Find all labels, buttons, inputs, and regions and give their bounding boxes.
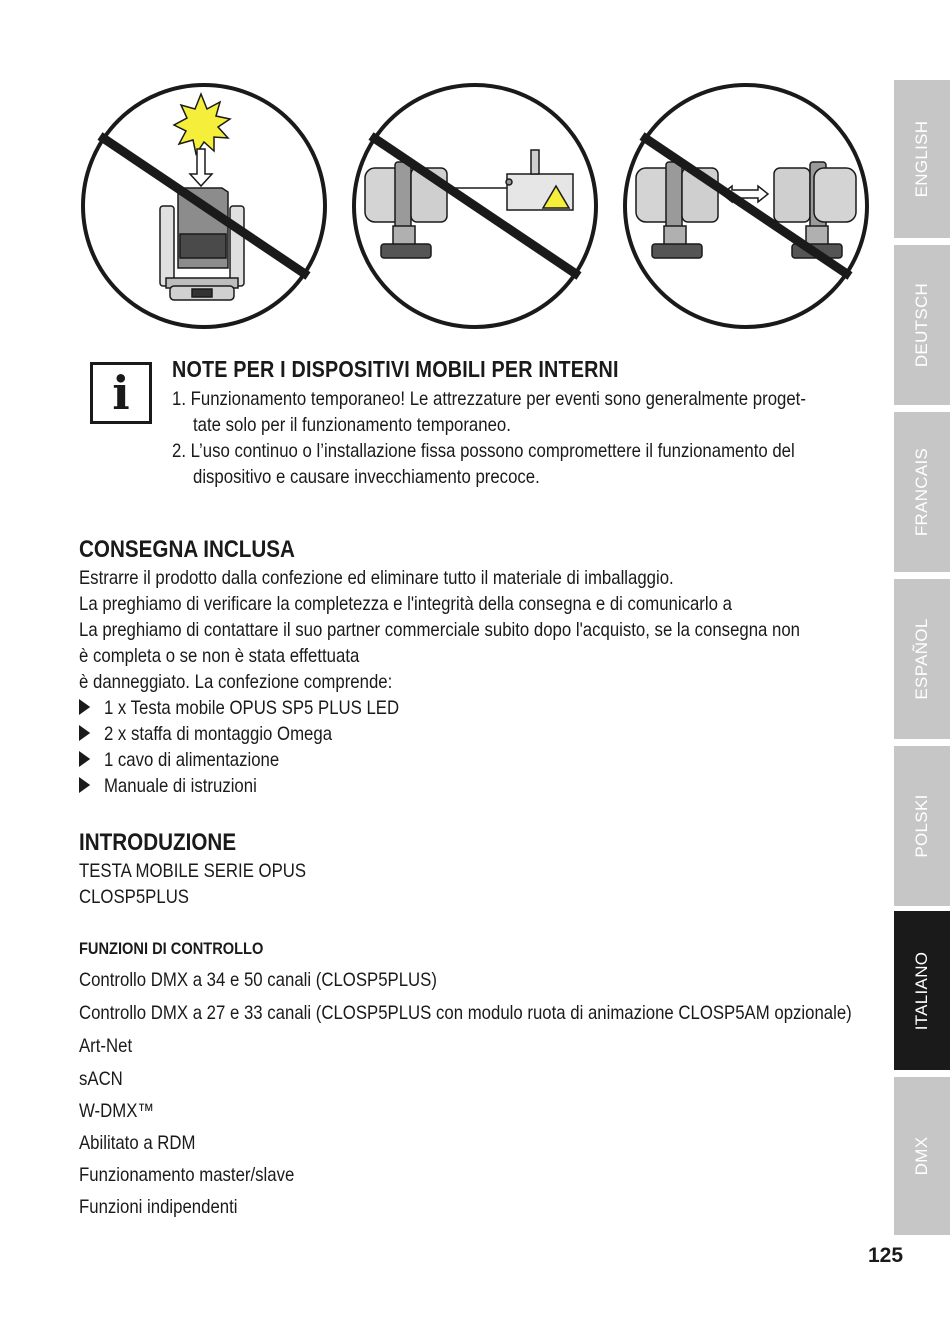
consegna-line: La preghiamo di contattare il suo partner commerciale subito dopo l'acquisto, se la consegna non (79, 619, 801, 641)
tab-label: ENGLISH (912, 120, 931, 198)
bullet-triangle-icon (79, 699, 90, 715)
introduzione-title: INTRODUZIONE (79, 829, 237, 856)
page-number: 125 (868, 1244, 904, 1267)
bullet-triangle-icon (79, 725, 90, 741)
tab-label: ITALIANO (912, 951, 931, 1030)
feature-item: Controllo DMX a 34 e 50 canali (CLOSP5PLUS) (79, 969, 437, 991)
note-item-2: 2. L’uso continuo o l’installazione fissa possono compromettere il funzionamento del (172, 440, 795, 462)
no-laser-illustration (351, 82, 599, 330)
no-close-spacing-illustration (622, 82, 870, 330)
consegna-line: Estrarre il prodotto dalla confezione ed eliminare tutto il materiale di imballaggio. (79, 567, 674, 589)
starburst-icon (174, 94, 230, 154)
intro-line: TESTA MOBILE SERIE OPUS (79, 860, 307, 882)
tab-francais[interactable] (894, 412, 950, 572)
consegna-line: è completa o se non è stata effettuata (79, 645, 360, 667)
tab-deutsch[interactable] (894, 245, 950, 405)
note-item-2-cont: dispositivo e causare invecchiamento precoce. (193, 466, 540, 488)
list-item: 1 x Testa mobile OPUS SP5 PLUS LED (79, 695, 399, 721)
info-glyph: i (112, 366, 130, 420)
feature-item: Controllo DMX a 27 e 33 canali (CLOSP5PLUS con modulo ruota di animazione CLOSP5AM opzionale) (79, 1002, 852, 1024)
list-item: 2 x staffa di montaggio Omega (79, 721, 332, 747)
bullet-triangle-icon (79, 777, 90, 793)
tab-english[interactable] (894, 80, 950, 238)
feature-item: Funzionamento master/slave (79, 1164, 295, 1186)
note-title: NOTE PER I DISPOSITIVI MOBILI PER INTERNI (172, 356, 619, 382)
bullet-triangle-icon (79, 751, 90, 767)
consegna-line: La preghiamo di verificare la completezza e l'integrità della consegna e di comunicarlo a (79, 593, 732, 615)
feature-item: W-DMX™ (79, 1100, 155, 1122)
tab-espanol[interactable] (894, 579, 950, 739)
list-item: Manuale di istruzioni (79, 773, 257, 799)
tab-label: DEUTSCH (912, 282, 931, 368)
moving-head-right-icon (774, 162, 856, 258)
tab-dmx[interactable] (894, 1077, 950, 1235)
consegna-title: CONSEGNA INCLUSA (79, 536, 295, 563)
info-icon (90, 362, 152, 424)
no-direct-light-illustration (80, 82, 328, 330)
funzioni-title: FUNZIONI DI CONTROLLO (79, 939, 264, 958)
tab-italiano[interactable] (894, 911, 950, 1070)
feature-item: sACN (79, 1068, 123, 1090)
tab-label: DMX (912, 1136, 931, 1176)
feature-item: Art-Net (79, 1035, 133, 1057)
note-item-1-cont: tate solo per il funzionamento temporaneo. (193, 414, 511, 436)
list-item: 1 cavo di alimentazione (79, 747, 279, 773)
consegna-line: è danneggiato. La confezione comprende: (79, 671, 393, 693)
tab-polski[interactable] (894, 746, 950, 906)
feature-item: Funzioni indipendenti (79, 1196, 238, 1218)
note-item-1: 1. Funzionamento temporaneo! Le attrezzature per eventi sono generalmente proget- (172, 388, 806, 410)
intro-line: CLOSP5PLUS (79, 886, 189, 908)
tab-label: POLSKI (912, 794, 931, 858)
down-arrow-icon (190, 149, 212, 186)
laser-device-icon (506, 150, 573, 210)
feature-item: Abilitato a RDM (79, 1132, 196, 1154)
tab-label: FRANCAIS (912, 447, 931, 537)
tab-label: ESPAÑOL (912, 618, 931, 700)
